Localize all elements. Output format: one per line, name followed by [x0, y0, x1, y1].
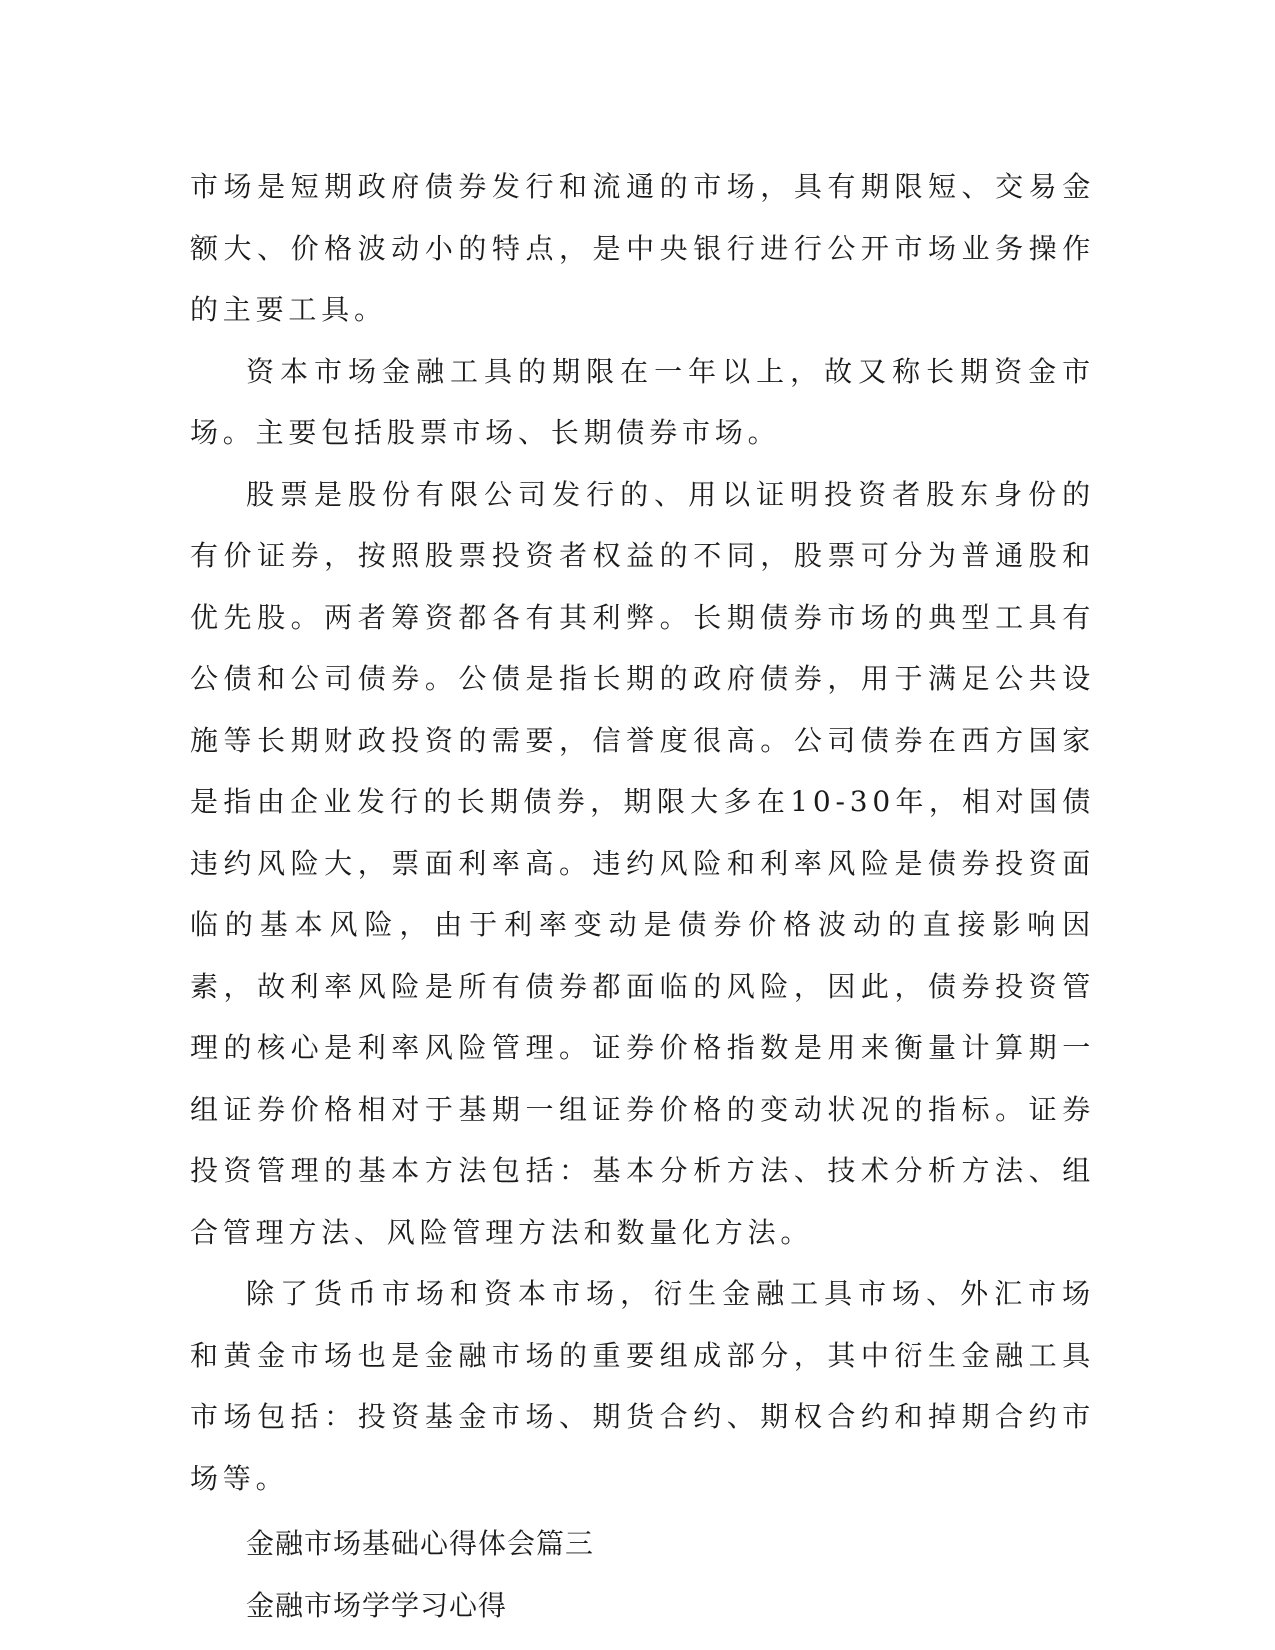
document-body	[190, 156, 1095, 1636]
paragraph-stocks-bonds: 股票是股份有限公司发行的、用以证明投资者股东身份的有价证券，按照股票投资者权益的不同，股票可分为普通股和优先股。两者筹资都各有其利弊。长期债券市场的典型工具有公债和公司债券。公债是指长期的政府债券，用于满足公共设施等长期财政投资的需要，信誉度很高。公司债券在西方国家是指由企业发行的长期债券，期限大多在10-30年，相对国债违约风险大，票面利率高。违约风险和利率风险是债券投资面临的基本风险，由于利率变动是债券价格波动的直接影响因素，故利率风险是所有债券都面临的风险，因此，债券投资管理的核心是利率风险管理。证券价格指数是用来衡量计算期一组证券价格相对于基期一组证券价格的变动状况的指标。证券投资管理的基本方法包括：基本分析方法、技术分析方法、组合管理方法、风险管理方法和数量化方法。	[190, 477, 1095, 1249]
paragraph-capital-market: 资本市场金融工具的期限在一年以上，故又称长期资金市场。主要包括股票市场、长期债券市场。	[190, 354, 1095, 449]
section-heading: 金融市场基础心得体会篇三	[246, 1527, 595, 1560]
paragraph-derivatives: 除了货币市场和资本市场，衍生金融工具市场、外汇市场和黄金市场也是金融市场的重要组成部分，其中衍生金融工具市场包括：投资基金市场、期货合约、期权合约和掉期合约市场等。	[190, 1277, 1095, 1495]
paragraph-continuation: 市场是短期政府债券发行和流通的市场，具有期限短、交易金额大、价格波动小的特点，是中央银行进行公开市场业务操作的主要工具。	[190, 170, 1095, 326]
subsection-heading: 金融市场学学习心得	[246, 1588, 508, 1622]
